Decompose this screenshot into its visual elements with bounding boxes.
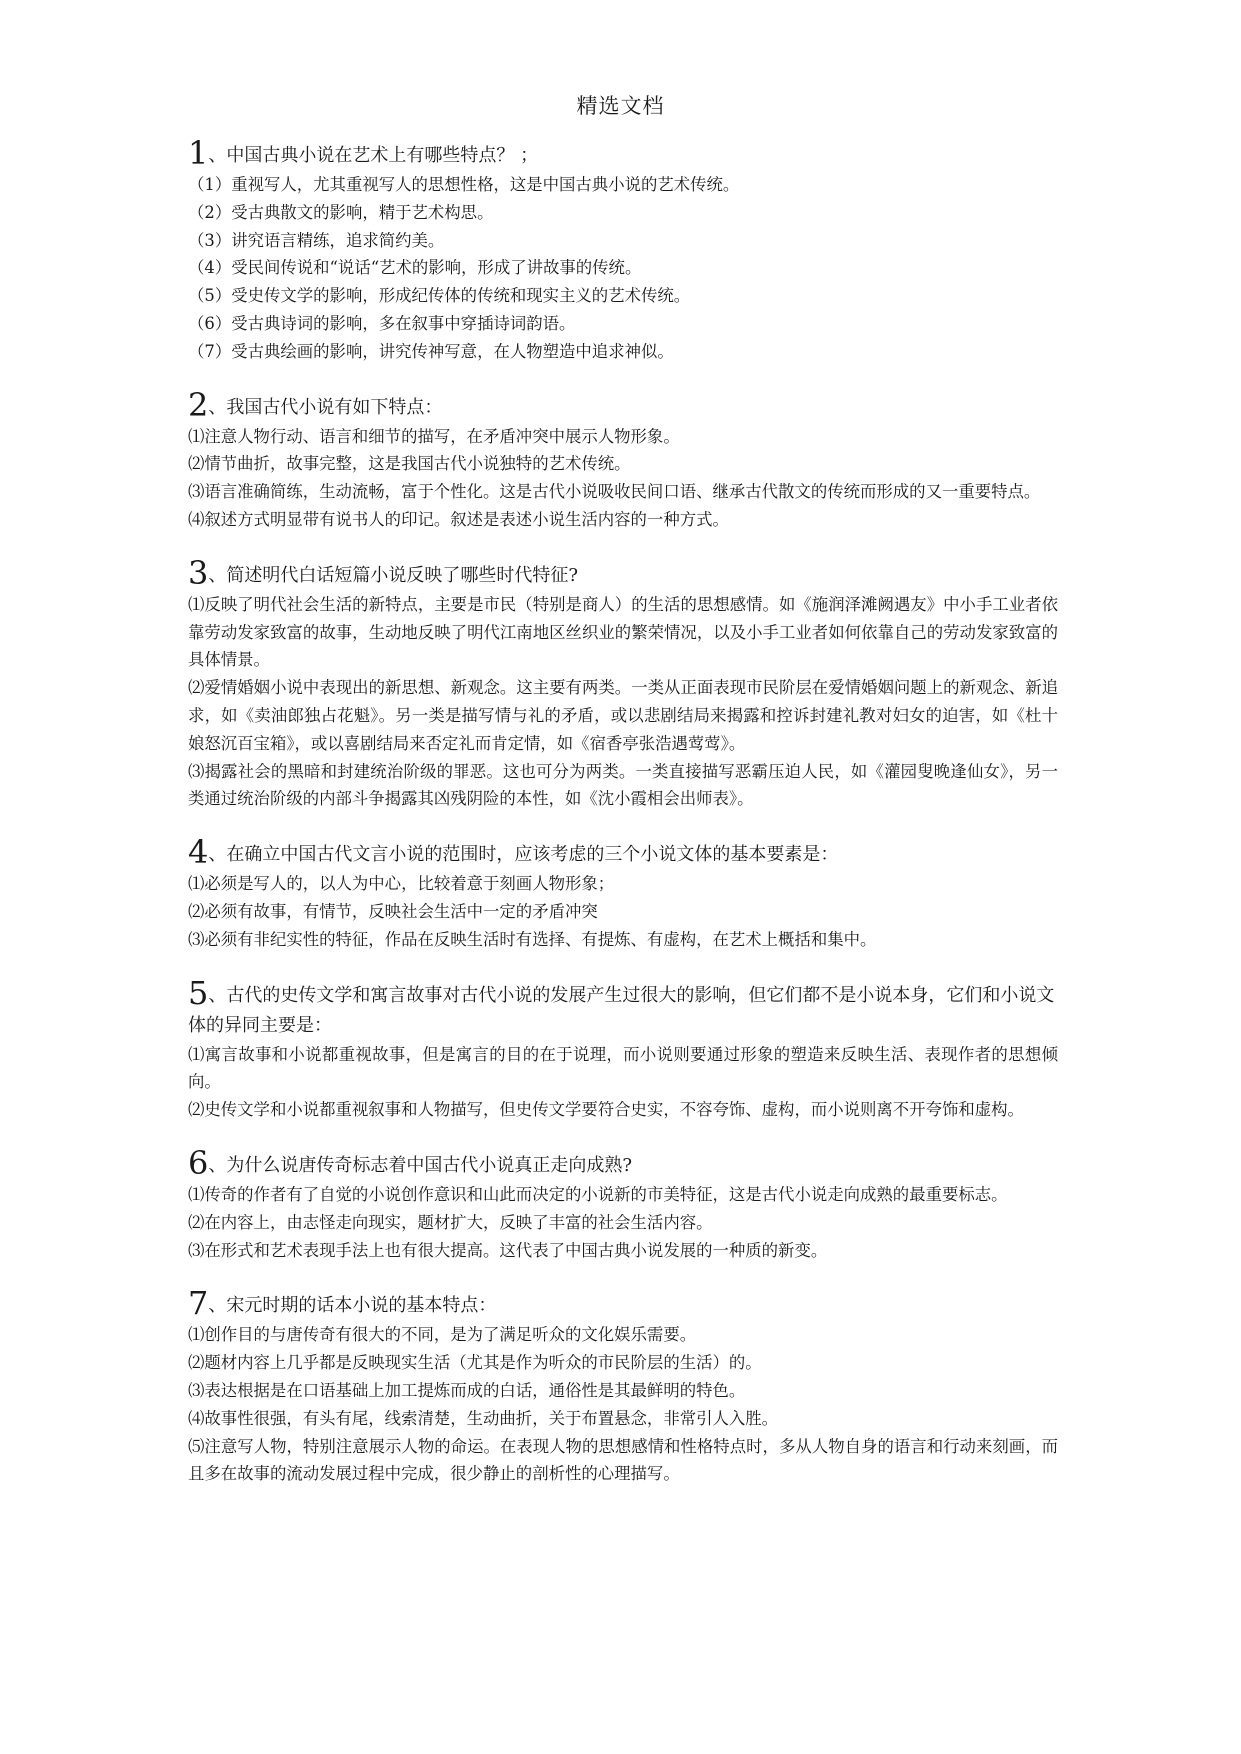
answer-point: ⑶在形式和艺术表现手法上也有很大提高。这代表了中国古典小说发展的一种质的新变。: [188, 1240, 828, 1260]
question-section: [188, 833, 1058, 953]
question-section: [188, 553, 1058, 813]
question-heading: [188, 973, 1058, 1041]
question-heading: [188, 833, 1058, 872]
question-title: 、在确立中国古代文言小说的范围时，应该考虑的三个小说文体的基本要素是：: [208, 844, 839, 866]
question-heading: [188, 134, 1058, 172]
answer-point: ⑴反映了明代社会生活的新特点，主要是市民（特别是商人）的生活的思想感情。如《施润泽滩阙遇友》中小手工业者依靠劳动发家致富的故事，生动地反映了明代江南地区丝织业的繁荣情况，以及小手工业者如何依靠自己的劳动发家致富的具体情景。: [188, 594, 1058, 670]
answer-point: ⑶揭露社会的黑暗和封建统治阶级的罪恶。这也可分为两类。一类直接描写恶霸压迫人民，如《灌园叟晚逢仙女》，另一类通过统治阶级的内部斗争揭露其凶残阴险的本性，如《沈小霞相会出师表》。: [188, 761, 1058, 809]
answer-point: ⑴注意人物行动、语言和细节的描写，在矛盾冲突中展示人物形象。: [188, 426, 680, 446]
answer-point: （5）受史传文学的影响，形成纪传体的传统和现实主义的艺术传统。: [188, 286, 691, 306]
answer-point: ⑵爱情婚姻小说中表现出的新思想、新观念。这主要有两类。一类从正面表现市民阶层在爱情婚姻问题上的新观念、新追求，如《卖油郎独占花魁》。另一类是描写情与礼的矛盾，或以悲剧结局来揭露和控诉封建礼教对妇女的迫害，如《杜十娘怒沉百宝箱》，或以喜剧结局来否定礼而肯定情，如《宿香亭张浩遇莺莺》。: [188, 678, 1058, 753]
question-title: 、我国古代小说有如下特点：: [208, 396, 443, 418]
question-title: 、古代的史传文学和寓言故事对古代小说的发展产生过很大的影响，但它们都不是小说本身，它们和小说文体的异同主要是：: [188, 984, 1055, 1036]
answer-point: （4）受民间传说和“说话“艺术的影响，形成了讲故事的传统。: [188, 258, 642, 278]
answer-point: ⑷叙述方式明显带有说书人的印记。叙述是表述小说生活内容的一种方式。: [188, 509, 729, 529]
question-title: 、简述明代白话短篇小说反映了哪些时代特征?: [208, 564, 579, 586]
question-number: 6: [188, 1143, 209, 1182]
question-heading: [188, 385, 1058, 424]
answer-point: ⑷故事性很强，有头有尾，线索清楚，生动曲折，关于布置悬念，非常引人入胜。: [188, 1408, 779, 1428]
question-section: [188, 385, 1058, 534]
answer-point: ⑴必须是写人的，以人为中心，比较着意于刻画人物形象；: [188, 874, 615, 894]
answer-point: （7）受古典绘画的影响，讲究传神写意，在人物塑造中追求神似。: [188, 341, 674, 361]
answer-point: （3）讲究语言精练，追求简约美。: [188, 230, 445, 250]
question-section: [188, 973, 1058, 1124]
question-number: 4: [188, 833, 209, 872]
answer-point: ⑵史传文学和小说都重视叙事和人物描写，但史传文学要符合史实，不容夸饰、虚构，而小说则离不开夸饰和虚构。: [188, 1100, 1024, 1120]
question-heading: [188, 1143, 1058, 1182]
question-heading: [188, 1284, 1058, 1323]
question-number: 5: [188, 973, 209, 1012]
answer-point: ⑶表达根据是在口语基础上加工提炼而成的白话，通俗性是其最鲜明的特色。: [188, 1380, 746, 1400]
answer-point: （1）重视写人，尤其重视写人的思想性格，这是中国古典小说的艺术传统。: [188, 175, 740, 194]
answer-point: ⑴寓言故事和小说都重视故事，但是寓言的目的在于说理，而小说则要通过形象的塑造来反映生活、表现作者的思想倾向。: [188, 1044, 1058, 1092]
answer-point: （2）受古典散文的影响，精于艺术构思。: [188, 202, 494, 222]
answer-point: ⑵情节曲折，故事完整，这是我国古代小说独特的艺术传统。: [188, 454, 631, 474]
answer-point: ⑵必须有故事，有情节，反映社会生活中一定的矛盾冲突: [188, 901, 598, 921]
answer-point: ⑴传奇的作者有了自觉的小说创作意识和山此而决定的小说新的市美特征，这是古代小说走向成熟的最重要标志。: [188, 1184, 1008, 1204]
page-header: 精选文档: [576, 94, 665, 118]
question-section: [188, 1143, 1058, 1264]
answer-point: ⑵题材内容上几乎都是反映现实生活（尤其是作为听众的市民阶层的生活）的。: [188, 1353, 762, 1373]
question-title: 、中国古典小说在艺术上有哪些特点？ ；: [208, 145, 539, 166]
question-section: [188, 134, 1058, 366]
answer-point: ⑶语言准确简练，生动流畅，富于个性化。这是古代小说吸收民间口语、继承古代散文的传统而形成的又一重要特点。: [188, 482, 1041, 502]
answer-point: ⑴创作目的与唐传奇有很大的不同，是为了满足听众的文化娱乐需要。: [188, 1325, 697, 1345]
question-number: 1: [188, 134, 209, 172]
question-number: 3: [188, 553, 209, 592]
answer-point: ⑸注意写人物，特别注意展示人物的命运。在表现人物的思想感情和性格特点时，多从人物自身的语言和行动来刻画，而且多在故事的流动发展过程中完成，很少静止的剖析性的心理描写。: [188, 1436, 1058, 1484]
question-heading: [188, 553, 1058, 592]
question-section: [188, 1284, 1058, 1488]
answer-point: ⑵在内容上，由志怪走向现实，题材扩大，反映了丰富的社会生活内容。: [188, 1212, 713, 1232]
question-number: 7: [188, 1284, 209, 1323]
question-title: 、宋元时期的话本小说的基本特点：: [208, 1295, 497, 1317]
answer-point: ⑶必须有非纪实性的特征，作品在反映生活时有选择、有提炼、有虚构，在艺术上概括和集中。: [188, 929, 877, 949]
question-title: 、为什么说唐传奇标志着中国古代小说真正走向成熟?: [208, 1154, 633, 1176]
question-number: 2: [188, 385, 209, 424]
answer-point: （6）受古典诗词的影响，多在叙事中穿插诗词韵语。: [188, 313, 576, 333]
document-body: [188, 134, 1058, 1512]
